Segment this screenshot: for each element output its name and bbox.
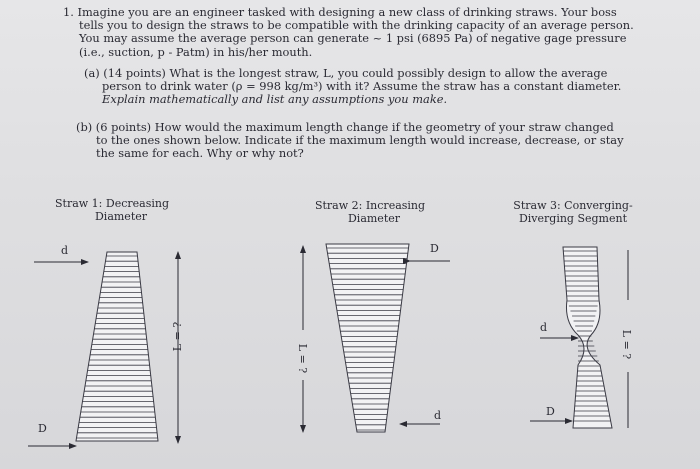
problem-line-1: 1. Imagine you are an engineer tasked with designing a new class of drinking straws. Your boss	[63, 5, 617, 19]
straw-1-length-label: L = ?	[171, 321, 185, 352]
straw-3-caption: Straw 3: Converging- Diverging Segment	[513, 199, 633, 225]
straw-1-caption: Straw 1: Decreasing Diameter	[55, 197, 169, 223]
part-a-line-1: (a) (14 points) What is the longest straw, L, you could possibly design to allow the average	[84, 66, 608, 80]
part-a-line-2: person to drink water (ρ = 998 kg/m³) with it? Assume the straw has a constant diameter.	[102, 79, 622, 93]
straw-2-length-label: L = ?	[296, 343, 310, 374]
problem-line-4: (i.e., suction, p - Patm) in his/her mouth.	[79, 45, 313, 59]
part-a-line-3: Explain mathematically and list any assumptions you make.	[102, 92, 448, 106]
straw-1-top-label: d	[61, 244, 69, 257]
straw-2-top-label: D	[430, 242, 439, 255]
straw-1-bottom-label: D	[38, 422, 47, 435]
straw-2-bottom-label: d	[434, 409, 442, 422]
problem-line-3: You may assume the average person can generate ~ 1 psi (6895 Pa) of negative gage pressure	[79, 31, 627, 45]
straw-3-mid-label: d	[540, 321, 548, 334]
part-b-line-3: the same for each. Why or why not?	[96, 146, 304, 160]
straw-1-shape	[76, 252, 158, 441]
part-b-line-2: to the ones shown below. Indicate if the maximum length would increase, decrease, or stay	[96, 133, 624, 147]
straw-2-caption: Straw 2: Increasing Diameter	[314, 199, 426, 225]
problem-line-2: tells you to design the straws to be compatible with the drinking capacity of an average person.	[79, 18, 634, 32]
part-b-line-1: (b) (6 points) How would the maximum length change if the geometry of your straw changed	[76, 120, 614, 134]
straw-3-length-label: L = ?	[620, 329, 634, 360]
straw-2-shape	[326, 244, 409, 432]
straw-3-bottom-label: D	[546, 405, 555, 418]
